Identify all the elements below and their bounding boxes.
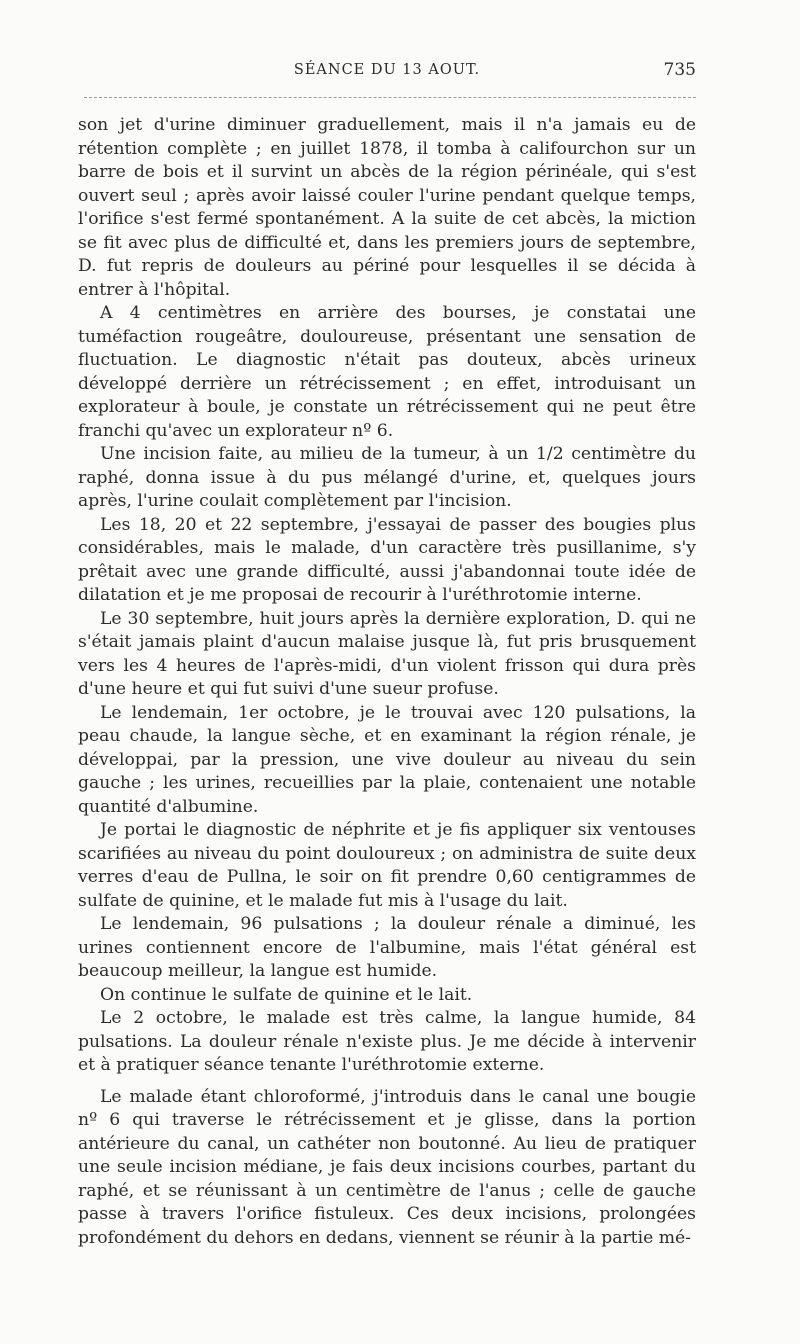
paragraph: Le malade étant chloroformé, j'introduis dans le canal une bougie nº 6 qui traverse le rétrécissement et je glisse, dans la portion antérieure du canal, un cathéter non boutonné. Au lieu de pratiquer une seule incision médiane, je fais deux incisions courbes, partant du raphé, et se réunissant à un centimètre de l'anus ; celle de gauche passe à travers l'orifice fistuleux. Ces deux incisions, prolongées profondément du dehors en dedans, viennent se réunir à la partie mé- [78, 1086, 696, 1248]
page-header [78, 58, 696, 88]
paragraph: On continue le sulfate de quinine et le lait. [100, 984, 473, 1005]
paragraph: Le lendemain, 1er octobre, je le trouvai avec 120 pulsations, la peau chaude, la langue sèche, et en examinant la région rénale, je développai, par la pression, une vive douleur au niveau du sein gauche ; les urines, recueillies par la plaie, contenaient une notable quantité d'albumine. [78, 702, 696, 817]
paragraph: A 4 centimètres en arrière des bourses, je constatai une tuméfaction rougeâtre, douloureuse, présentant une sensation de fluctuation. Le diagnostic n'était pas douteux, abcès urineux développé derrière un rétrécissement ; en effet, introduisant un explorateur à boule, je constate un rétrécissement qui ne peut être franchi qu'avec un explorateur nº 6. [78, 303, 696, 441]
paragraph: Une incision faite, au milieu de la tumeur, à un 1/2 centimètre du raphé, donna issue à du pus mélangé d'urine, et, quelques jours après, l'urine coulait complètement par l'incision. [78, 444, 696, 511]
paragraph: Le lendemain, 96 pulsations ; la douleur rénale a diminué, les urines contiennent encore de l'albumine, mais l'état général est beaucoup meilleur, la langue est humide. [78, 914, 696, 981]
header-rule [84, 97, 696, 99]
paragraph: Je portai le diagnostic de néphrite et je fis appliquer six ventouses scarifiées au niveau du point douloureux ; on administra de suite deux verres d'eau de Pullna, le soir on fit prendre 0,60 centigrammes de sulfate de quinine, et le malade fut mis à l'usage du lait. [78, 820, 696, 911]
page-number: 735 [663, 60, 696, 80]
body-text [78, 114, 696, 1250]
paragraph: Le 2 octobre, le malade est très calme, la langue humide, 84 pulsations. La douleur rénale n'existe plus. Je me décide à intervenir et à pratiquer séance tenante l'uréthrotomie externe. [78, 1008, 696, 1075]
paragraph: Les 18, 20 et 22 septembre, j'essayai de passer des bougies plus considérables, mais le malade, d'un caractère très pusillanime, s'y prêtait avec une grande difficulté, aussi j'abandonnai toute idée de dilatation et je me proposai de recourir à l'uréthrotomie interne. [78, 514, 696, 605]
running-title: SÉANCE DU 13 AOUT. [293, 62, 481, 78]
paragraph: son jet d'urine diminuer graduellement, mais il n'a jamais eu de rétention complète ; en juillet 1878, il tomba à califourchon sur un barre de bois et il survint un abcès de la région périnéale, qui s'est ouvert seul ; après avoir laissé couler l'urine pendant quelque temps, l'orifice s'est fermé spontanément. A la suite de cet abcès, la miction se fit avec plus de difficulté et, dans les premiers jours de septembre, D. fut repris de douleurs au périné pour lesquelles il se décida à entrer à l'hôpital. [78, 115, 696, 300]
paragraph: Le 30 septembre, huit jours après la dernière exploration, D. qui ne s'était jamais plaint d'aucun malaise jusque là, fut pris brusquement vers les 4 heures de l'après-midi, d'un violent frisson qui dura près d'une heure et qui fut suivi d'une sueur profuse. [78, 608, 696, 699]
